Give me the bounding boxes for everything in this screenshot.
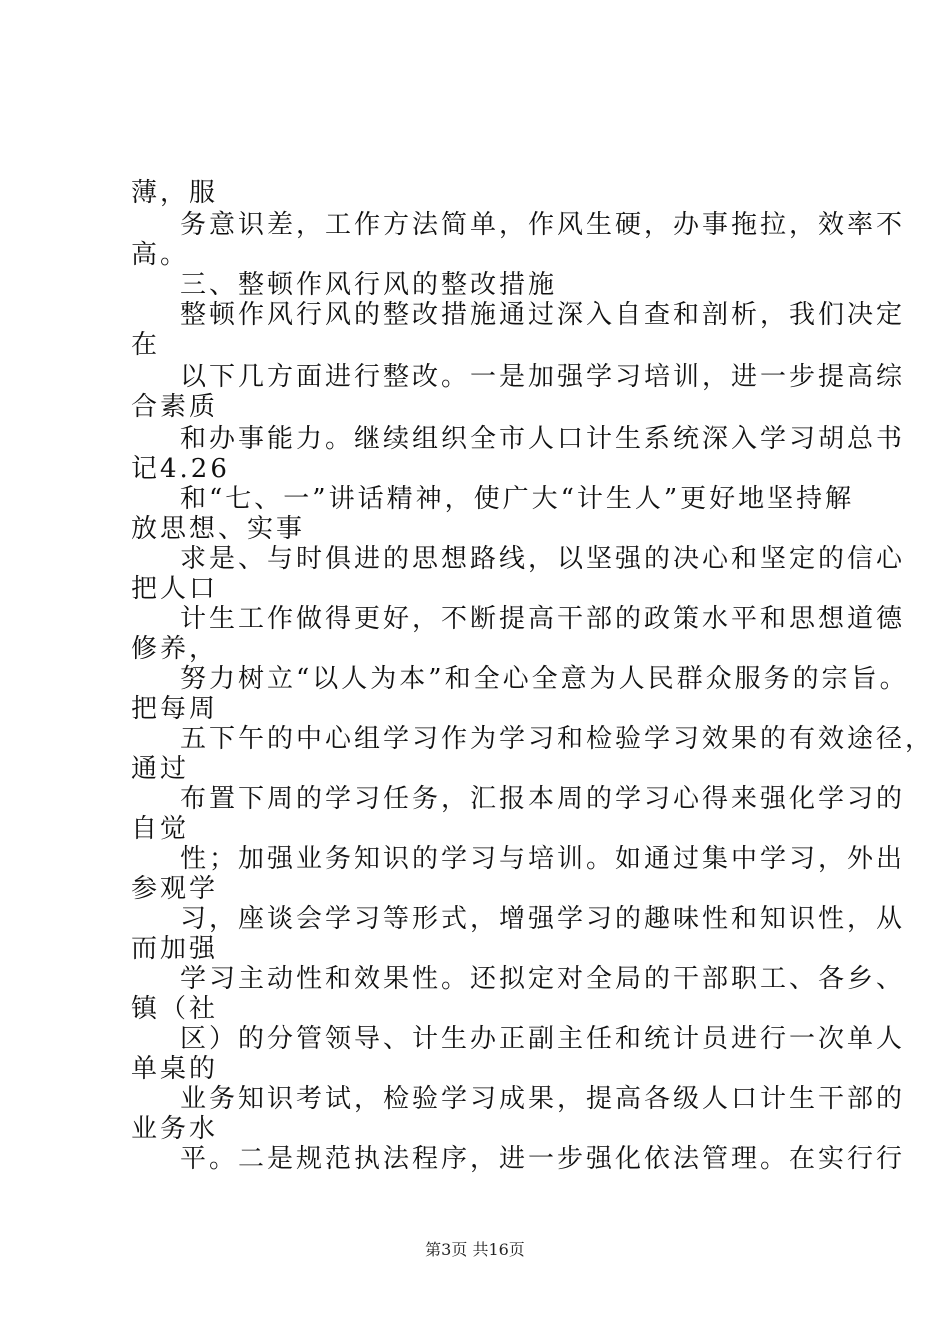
text-line: 通过 [131,754,190,784]
text-line: 高。 [131,240,190,270]
text-line: 在 [131,330,161,360]
text-line: 区）的分管领导、计生办正副主任和统计员进行一次单人 [180,1024,906,1054]
text-line: 习，座谈会学习等形式，增强学习的趣味性和知识性，从 [180,904,906,934]
text-line: 参观学 [131,874,219,904]
text-line: 布置下周的学习任务，汇报本周的学习心得来强化学习的 [180,784,906,814]
text-line: 业务知识考试，检验学习成果，提高各级人口计生干部的 [180,1084,906,1114]
text-line: 以下几方面进行整改。一是加强学习培训，进一步提高综 [180,362,906,392]
text-line: 平。二是规范执法程序，进一步强化依法管理。在实行行 [180,1144,906,1174]
text-line: 学习主动性和效果性。还拟定对全局的干部职工、各乡、 [180,964,906,994]
text-line: 把人口 [131,574,219,604]
text-line: 整顿作风行风的整改措施通过深入自查和剖析，我们决定 [180,300,906,330]
text-line: 性；加强业务知识的学习与培训。如通过集中学习，外出 [180,844,906,874]
text-line: 把每周 [131,694,219,724]
text-line: 和“七、一”讲话精神，使广大“计生人”更好地坚持解 [180,484,855,514]
text-line: 修养， [131,634,219,664]
text-line: 放思想、实事 [131,514,306,544]
section-heading: 三、整顿作风行风的整改措施 [180,270,558,300]
text-line: 而加强 [131,934,219,964]
page-number: 第3页 共16页 [425,1240,525,1259]
text-line: 和办事能力。继续组织全市人口计生系统深入学习胡总书 [180,424,906,454]
text-line: 合素质 [131,392,219,422]
text-line: 记4.26 [131,454,230,484]
text-line: 业务水 [131,1114,219,1144]
text-line: 五下午的中心组学习作为学习和检验学习效果的有效途径， [180,724,935,754]
text-line: 单桌的 [131,1054,219,1084]
text-line: 求是、与时俱进的思想路线，以坚强的决心和坚定的信心 [180,544,906,574]
text-line: 薄，服 [131,178,219,208]
text-line: 计生工作做得更好，不断提高干部的政策水平和思想道德 [180,604,906,634]
text-line: 努力树立“以人为本”和全心全意为人民群众服务的宗旨。 [180,664,909,694]
text-line: 镇（社 [131,994,219,1024]
text-line: 自觉 [131,814,190,844]
text-line: 务意识差，工作方法简单，作风生硬，办事拖拉，效率不 [180,210,906,240]
